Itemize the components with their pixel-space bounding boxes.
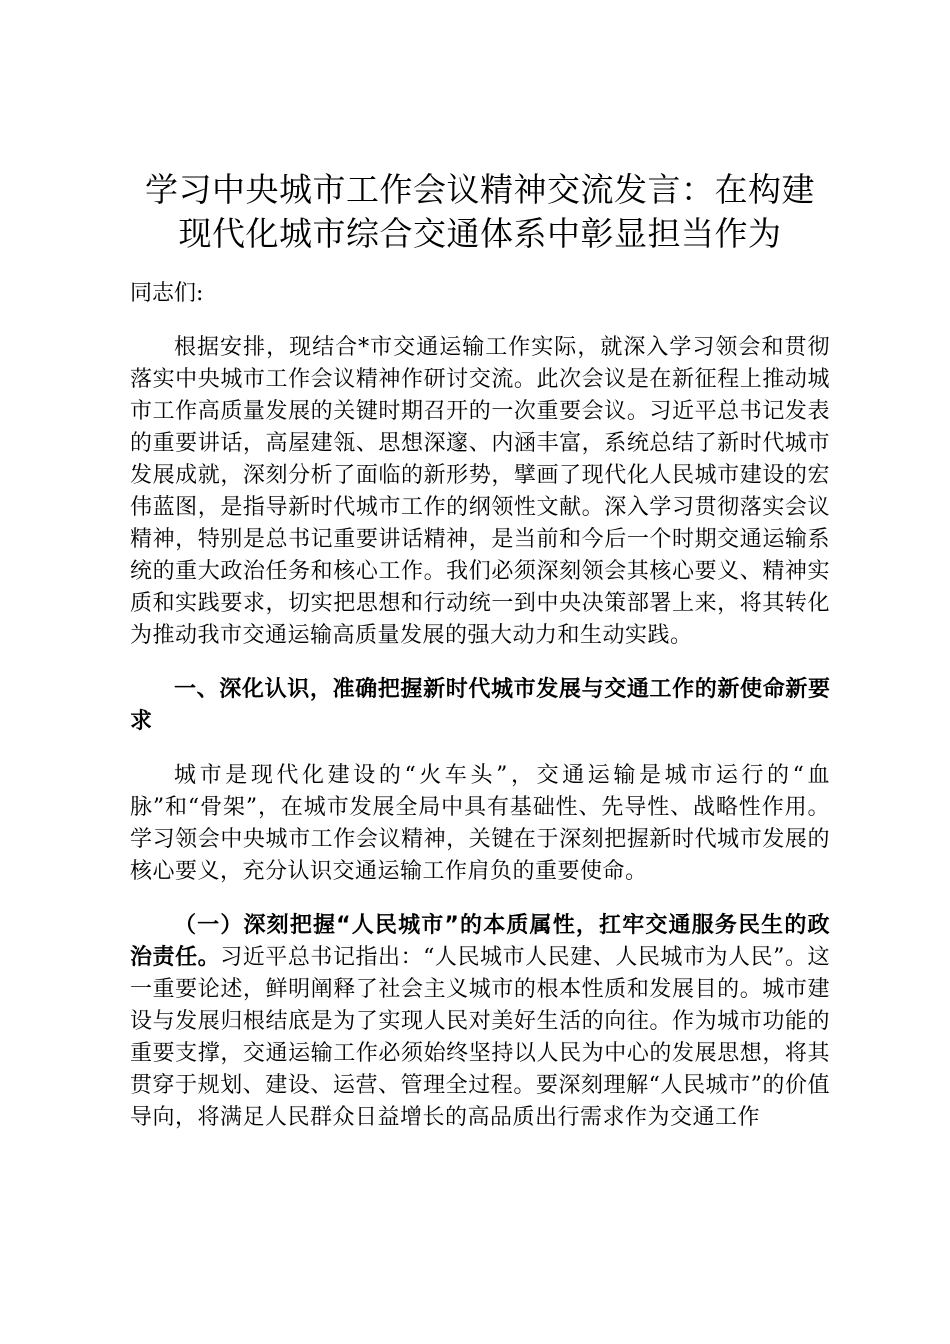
subsection-1-lead: （一）深刻把握“人民城市”的本质属性，扛牢交通服务民生的政治责任。 (130, 913, 830, 970)
title-line-2: 现代化城市综合交通体系中彰显担当作为 (178, 214, 782, 253)
intro-paragraph: 根据安排，现结合*市交通运输工作实际，就深入学习领会和贯彻落实中央城市工作会议精神作研讨交流。此次会议是在新征程上推动城市工作高质量发展的关键时期召开的一次重要会议。习近平总书记发表的重要讲话，高屋建瓴、思想深邃、内涵丰富，系统总结了新时代城市发展成就，深刻分析了面临的新形势，擘画了现代化人民城市建设的宏伟蓝图，是指导新时代城市工作的纲领性文献。深入学习贯彻落实会议精神，特别是总书记重要讲话精神，是当前和今后一个时期交通运输系统的重大政治任务和核心工作。我们必须深刻领会其核心要义、精神实质和实践要求，切实把思想和行动统一到中央决策部署上来，将其转化为推动我市交通运输高质量发展的强大动力和生动实践。 (130, 335, 830, 648)
subsection-1-paragraph (130, 910, 830, 1134)
subsection-1-body: 习近平总书记指出：“人民城市人民建、人民城市为人民”。这一重要论述，鲜明阐释了社会主义城市的根本性质和发展目的。城市建设与发展归根结底是为了实现人民对美好生活的向往。作为城市功能的重要支撑，交通运输工作必须始终坚持以人民为中心的发展思想，将其贯穿于规划、建设、运营、管理全过程。要深刻理解“人民城市”的价值导向，将满足人民群众日益增长的高品质出行需求作为交通工作 (130, 945, 830, 1130)
document-title (130, 168, 830, 256)
salutation: 同志们: (130, 281, 204, 306)
section-1-paragraph: 城市是现代化建设的“火车头”，交通运输是城市运行的“血脉”和“骨架”，在城市发展全局中具有基础性、先导性、战略性作用。学习领会中央城市工作会议精神，关键在于深刻把握新时代城市发展的核心要义，充分认识交通运输工作肩负的重要使命。 (130, 763, 830, 884)
section-1-heading: 一、深化认识，准确把握新时代城市发展与交通工作的新使命新要求 (130, 677, 830, 734)
title-line-1: 学习中央城市工作会议精神交流发言：在构建 (145, 170, 815, 209)
document-body (130, 168, 830, 1134)
